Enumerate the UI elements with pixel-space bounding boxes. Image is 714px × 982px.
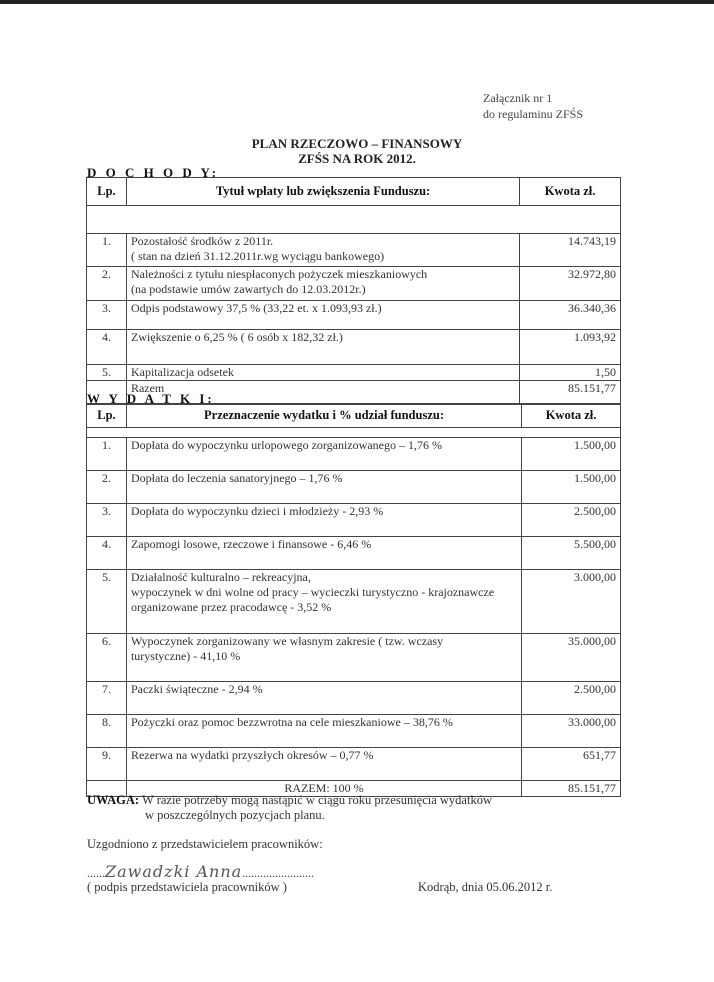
row-number: 3. [87, 504, 127, 537]
table-row [87, 365, 621, 381]
table-row [87, 634, 621, 682]
row-number: 3. [87, 301, 127, 330]
column-header-lp: Lp. [87, 178, 127, 206]
row-description [126, 634, 521, 682]
description-line: Należności z tytułu niespłaconych pożyczek mieszkaniowych [130, 267, 428, 281]
table-row [87, 206, 621, 234]
table-row [87, 537, 621, 570]
column-header-title: Tytuł wpłaty lub zwiększenia Funduszu: [126, 178, 519, 206]
row-number: 5. [87, 570, 127, 634]
total-label: RAZEM: 100 % [126, 781, 521, 797]
row-amount: 35.000,00 [522, 634, 621, 682]
table-row [87, 682, 621, 715]
table-row [87, 428, 621, 438]
signature-caption: ( podpis przedstawiciela pracowników ) [87, 880, 287, 894]
row-number: 5. [87, 365, 127, 381]
row-description: Odpis podstawowy 37,5 % (33,22 et. x 1.093,93 zł.) [126, 301, 519, 330]
place-date: Kodrąb, dnia 05.06.2012 r. [418, 880, 553, 894]
description-line: Wypoczynek zorganizowany we własnym zakresie ( tzw. wczasy [130, 634, 444, 648]
scan-edge [0, 0, 714, 4]
annex-line-1: Załącznik nr 1 [483, 91, 553, 105]
annex-line-2: do regulaminu ZFŚS [483, 107, 584, 121]
row-description [126, 267, 519, 301]
signature-line [87, 862, 314, 881]
expenses-heading: W Y D A T K I: [87, 391, 215, 406]
row-number: 2. [87, 471, 127, 504]
row-number: 9. [87, 748, 127, 781]
description-line: Działalność kulturalno – rekreacyjna, [130, 570, 311, 584]
row-amount: 1.500,00 [522, 471, 621, 504]
row-description: Pożyczki oraz pomoc bezzwrotna na cele mieszkaniowe – 38,76 % [126, 715, 521, 748]
row-amount: 1.093,92 [520, 330, 621, 365]
total-label: Razem [126, 381, 519, 405]
row-amount: 2.500,00 [522, 504, 621, 537]
description-line: organizowane przez pracodawcę - 3,52 % [130, 600, 332, 614]
row-description: Dopłata do leczenia sanatoryjnego – 1,76 % [126, 471, 521, 504]
table-row [87, 234, 621, 267]
row-description: Dopłata do wypoczynku urlopowego zorganizowanego – 1,76 % [126, 438, 521, 471]
annex-note [483, 90, 583, 122]
row-description: Rezerwa na wydatki przyszłych okresów – 0,77 % [126, 748, 521, 781]
description-line: (na podstawie umów zawartych do 12.03.2012r.) [130, 282, 366, 296]
row-amount: 1,50 [520, 365, 621, 381]
column-header-purpose: Przeznaczenie wydatku i % udział funduszu: [126, 404, 521, 428]
table-row [87, 438, 621, 471]
document-title: PLAN RZECZOWO – FINANSOWY [251, 136, 463, 151]
row-description [126, 570, 521, 634]
row-number: 8. [87, 715, 127, 748]
row-description: Zwiększenie o 6,25 % ( 6 osób x 182,32 zł.) [126, 330, 519, 365]
row-description: Paczki świąteczne - 2,94 % [126, 682, 521, 715]
row-amount: 14.743,19 [520, 234, 621, 267]
row-number: 4. [87, 330, 127, 365]
income-heading: D O C H O D Y: [87, 165, 220, 180]
signature-dots: ...... [87, 866, 105, 880]
row-description: Zapomogi losowe, rzeczowe i finansowe - 6,46 % [126, 537, 521, 570]
table-row [87, 267, 621, 301]
row-amount: 32.972,80 [520, 267, 621, 301]
total-amount: 85.151,77 [522, 781, 621, 797]
note-label: UWAGA: [87, 793, 140, 807]
signature-dots: ........................ [242, 866, 315, 880]
row-spacer [87, 428, 621, 438]
expenses-header-row [87, 404, 621, 428]
row-number: 1. [87, 234, 127, 267]
row-description: Dopłata do wypoczynku dzieci i młodzieży - 2,93 % [126, 504, 521, 537]
row-amount: 3.000,00 [522, 570, 621, 634]
row-number: 2. [87, 267, 127, 301]
row-amount: 33.000,00 [522, 715, 621, 748]
column-header-amount: Kwota zł. [522, 404, 621, 428]
row-amount: 5.500,00 [522, 537, 621, 570]
table-row [87, 748, 621, 781]
row-number: 7. [87, 682, 127, 715]
row-description [126, 234, 519, 267]
row-amount: 36.340,36 [520, 301, 621, 330]
handwritten-signature: Zawadzki Anna [105, 862, 243, 881]
table-row [87, 301, 621, 330]
income-table [86, 177, 621, 405]
table-row [87, 330, 621, 365]
table-row [87, 570, 621, 634]
row-number: 1. [87, 438, 127, 471]
note [87, 793, 627, 823]
description-line: ( stan na dzień 31.12.2011r.wg wyciągu bankowego) [130, 249, 385, 263]
note-line-1: W razie potrzeby mogą nastąpić w ciągu roku przesunięcia wydatków [142, 793, 492, 807]
column-header-amount: Kwota zł. [520, 178, 621, 206]
row-amount: 1.500,00 [522, 438, 621, 471]
row-spacer [87, 206, 621, 234]
row-number: 4. [87, 537, 127, 570]
agreement-text: Uzgodniono z przedstawicielem pracowników: [87, 837, 323, 851]
note-line-2: w poszczególnych pozycjach planu. [145, 808, 325, 822]
total-amount: 85.151,77 [520, 381, 621, 405]
description-line: turystyczne) - 41,10 % [130, 649, 241, 663]
table-row [87, 471, 621, 504]
row-amount: 651,77 [522, 748, 621, 781]
row-description: Kapitalizacja odsetek [126, 365, 519, 381]
row-number: 6. [87, 634, 127, 682]
income-header-row [87, 178, 621, 206]
column-header-lp: Lp. [87, 404, 127, 428]
table-row [87, 715, 621, 748]
expenses-table [86, 403, 621, 797]
document-subtitle: ZFŚS NA ROK 2012. [298, 151, 416, 166]
table-row [87, 504, 621, 537]
row-amount: 2.500,00 [522, 682, 621, 715]
description-line: wypoczynek w dni wolne od pracy – wycieczki turystyczno - krajoznawcze [130, 585, 495, 599]
description-line: Pozostałość środków z 2011r. [130, 234, 274, 248]
